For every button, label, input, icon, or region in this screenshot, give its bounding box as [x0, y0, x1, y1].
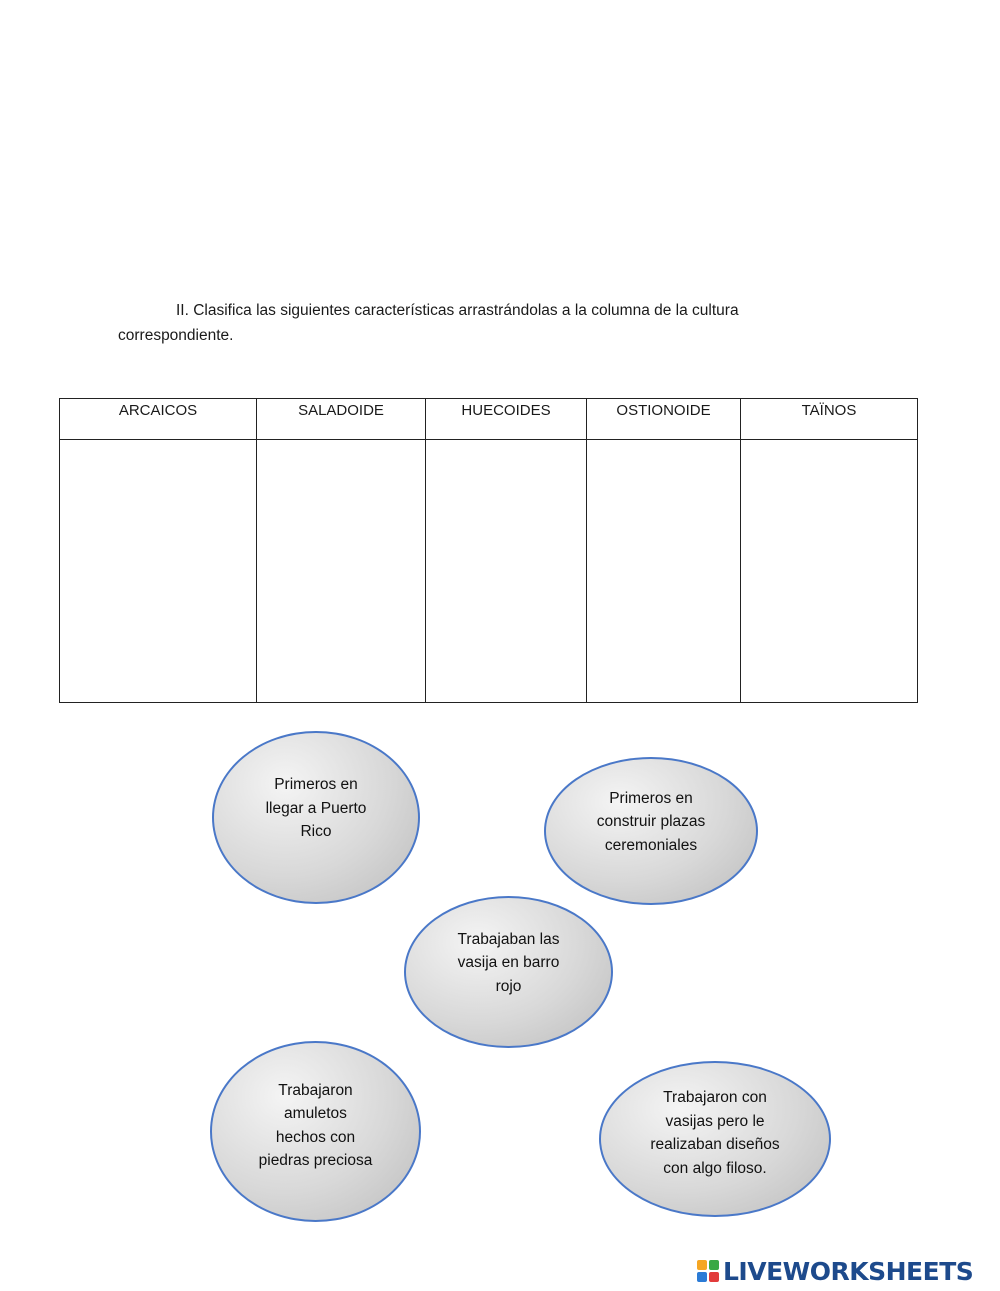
header-row — [60, 399, 918, 440]
logo-wordmark: LIVEWORKSHEETS — [723, 1256, 974, 1286]
draggable-card-5[interactable] — [599, 1061, 831, 1217]
column-header-huecoides: HUECOIDES — [426, 399, 587, 440]
instructions — [118, 298, 818, 348]
draggable-card-4[interactable] — [210, 1041, 421, 1222]
column-header-ostionoide: OSTIONOIDE — [587, 399, 741, 440]
card-label: Trabajaron amuletos hechos con piedras preciosa — [258, 1081, 373, 1169]
column-header-saladoide: SALADOIDE — [257, 399, 426, 440]
drop-zone-saladoide[interactable] — [257, 440, 426, 703]
card-label: Primeros en llegar a Puerto Rico — [265, 776, 367, 841]
draggable-card-2[interactable] — [544, 757, 758, 905]
drop-zone-tainos[interactable] — [741, 440, 918, 703]
logo-mark-icon — [697, 1260, 719, 1282]
drop-zone-huecoides[interactable] — [426, 440, 587, 703]
drop-zone-ostionoide[interactable] — [587, 440, 741, 703]
draggable-card-1[interactable] — [212, 731, 420, 904]
draggable-card-3[interactable] — [404, 896, 613, 1048]
card-label: Primeros en construir plazas ceremoniales — [596, 789, 706, 854]
classification-table — [59, 398, 918, 703]
card-label: Trabajaban las vasija en barro rojo — [457, 930, 560, 995]
card-label: Trabajaron con vasijas pero le realizaban diseños con algo filoso. — [650, 1089, 780, 1177]
column-header-arcaicos: ARCAICOS — [60, 399, 257, 440]
drop-zone-arcaicos[interactable] — [60, 440, 257, 703]
instructions-line-2: correspondiente. — [118, 327, 234, 344]
drop-row — [60, 440, 918, 703]
column-header-tainos: TAÏNOS — [741, 399, 918, 440]
liveworksheets-logo — [697, 1256, 973, 1286]
instructions-line-1: II. Clasifica las siguientes características arrastrándolas a la columna de la cultura — [176, 302, 739, 319]
